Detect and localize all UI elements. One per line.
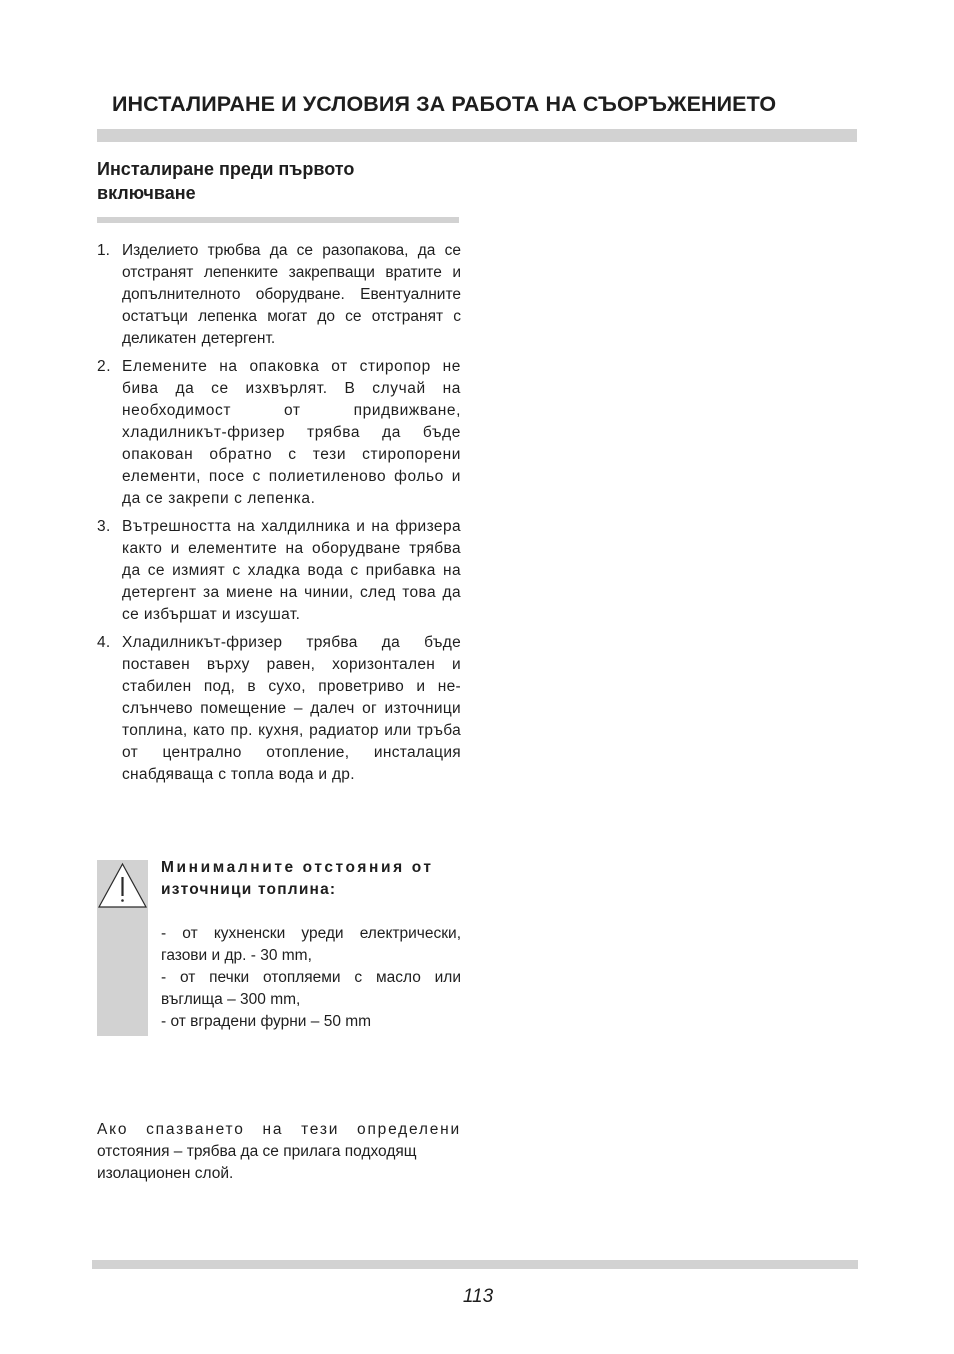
warning-item: - от вградени фурни – 50 mm [161,1013,372,1030]
step-text: Хладилникът-фризер трябва да бъде поставен върху равен, хоризонтален и стабилен под, в сухо, проветриво и не-слънчево помещение – далеч ог източници топлина, като пр. кухня, радиатор или тръба от централно отопление, инсталация снабдяваща с топла вода и др. [122,634,461,783]
title-rule [97,129,857,142]
step-text: Елемените на опаковка от стиропор не бива да се изхвърлят. В случай на необходимост от придвижване, хладилникът-фризер трябва да бъде опакован обратно с тези стиропорени елементи, посе с полиетиленово фольо и да се закрепи с лепенка. [122,358,461,507]
warning-title-line1: Минималните отстояния от [161,859,434,876]
step-number: 4. [97,634,111,651]
step-text: Вътрешността на халдилника и на фризера както и елементите на оборудване трябва да се измият с хладка вода с прибавка на детергент за миене на чинии, след това да се избършат и изсушат. [122,518,461,623]
page-title: ИНСТАЛИРАНЕ И УСЛОВИЯ ЗА РАБОТА НА СЪОРЪЖЕНИЕТО [112,92,777,116]
warning-box [161,857,461,1033]
list-item [97,516,461,626]
step-number: 3. [97,518,111,535]
footer-rule [92,1260,858,1269]
section-heading [97,157,437,205]
section-heading-line2: включване [97,183,196,203]
warning-item: - от печки отопляеми с масло или въглища – 300 mm, [161,969,461,1008]
warning-triangle-icon [97,862,148,910]
list-item [97,356,461,510]
list-item [97,632,461,786]
closing-paragraph [97,1119,461,1185]
step-text: Изделието трюбва да се разопакова, да се отстранят лепенките закрепващи вратите и допълнителното оборудване. Евентуалните остатъци лепенка могат до се отстранят с деликатен детергент. [122,242,461,347]
installation-steps [97,240,461,792]
warning-item: - от кухненски уреди електрически, газови и др. - 30 mm, [161,925,461,964]
page-number: 113 [462,1286,494,1307]
step-number: 2. [97,358,112,375]
warning-title-line2: източници топлина: [161,881,337,898]
list-item [97,240,461,350]
closing-rest: отстояния – трябва да се прилага подходящ изолационен слой. [97,1143,417,1182]
section-rule [97,217,459,223]
step-number: 1. [97,242,110,259]
section-heading-line1: Инсталиране преди първото [97,159,355,179]
closing-line1: Ако спазването на тези определени [97,1121,461,1138]
warning-title [161,857,461,901]
